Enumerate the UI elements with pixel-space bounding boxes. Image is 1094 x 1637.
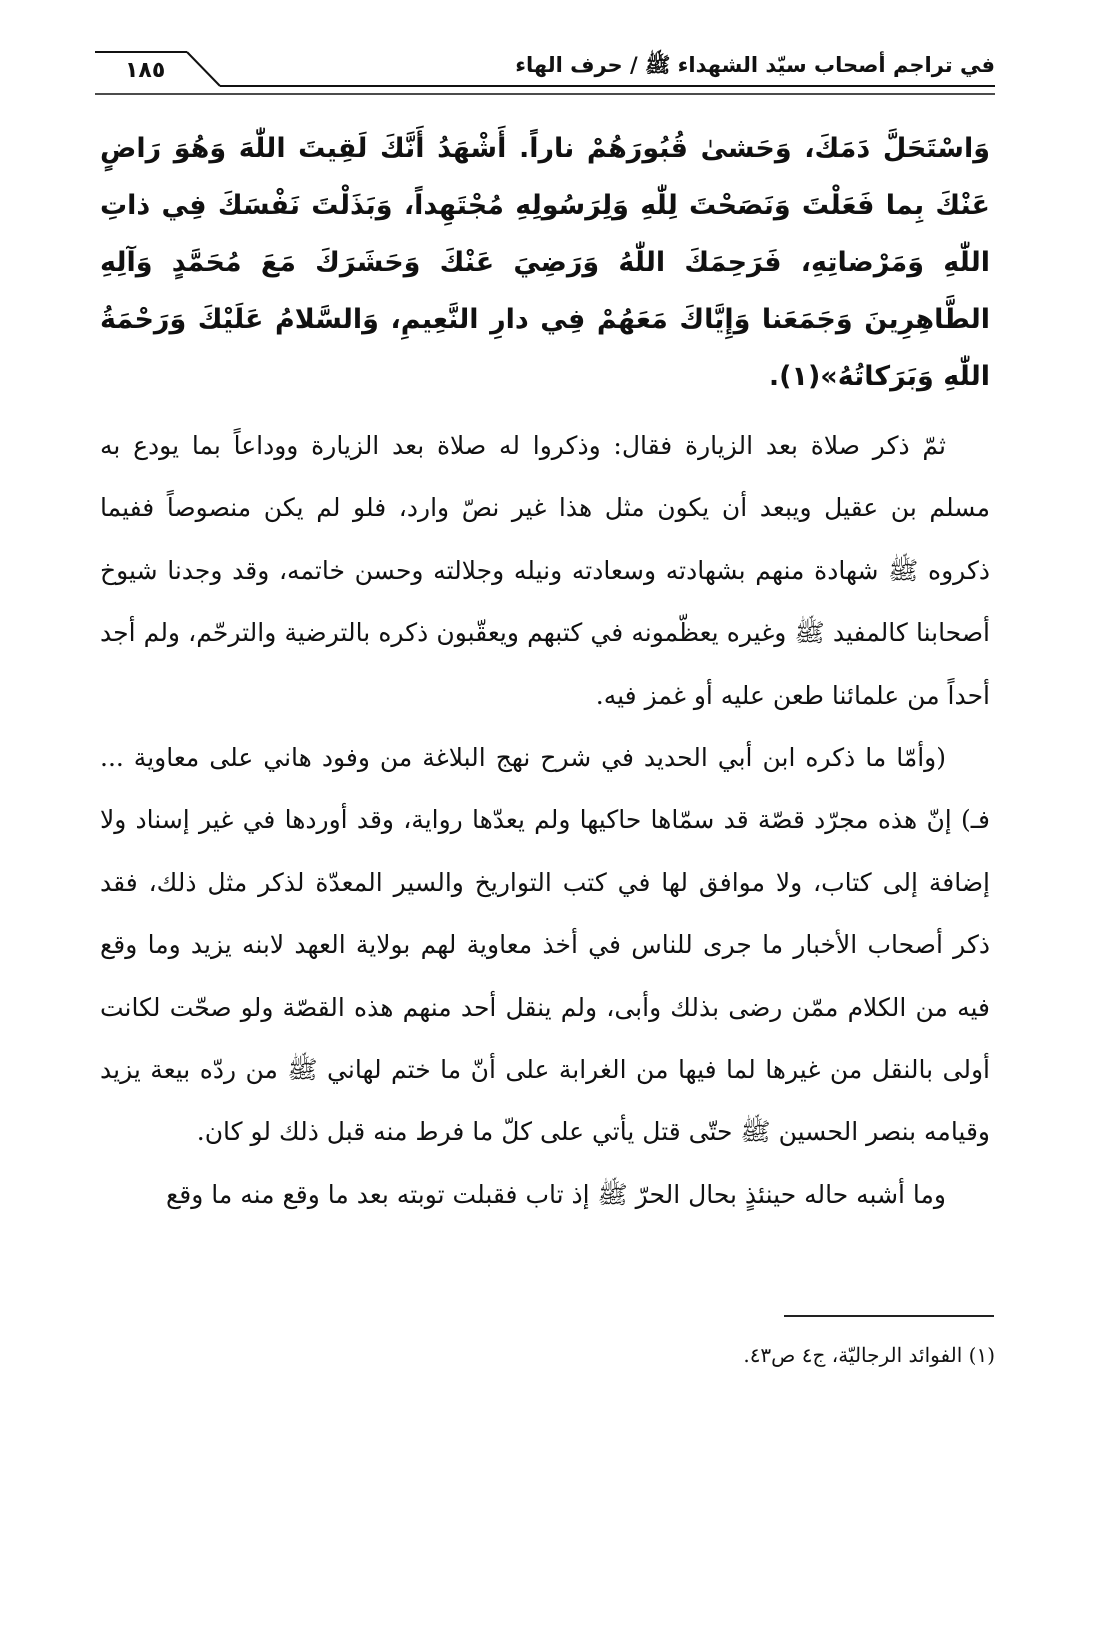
- body-text: [100, 120, 990, 1226]
- running-title: في تراجم أصحاب سيّد الشهداء ﷺ / حرف الهاء: [515, 53, 995, 77]
- paragraph-2: (وأمّا ما ذكره ابن أبي الحديد في شرح نهج البلاغة من وفود هاني على معاوية ... فـ) إنّ هذه مجرّد قصّة قد سمّاها حاكيها ولم يعدّها رواية، وقد أوردها في غير إسناد ولا إضافة إلى كتاب، ولا موافق لها في كتب التواريخ والسير المعدّة لذكر مثل ذلك، فقد ذكر أصحاب الأخبار ما جرى للناس في أخذ معاوية لهم بولاية العهد لابنه يزيد وما وقع فيه من الكلام ممّن رضى بذلك وأبى، ولم ينقل أحد منهم هذه القصّة ولو صحّت لكانت أولى بالنقل من غيرها لما فيها من الغرابة على أنّ ما ختم لهاني ﷺ من ردّه بيعة يزيد وقيامه بنصر الحسين ﷺ حتّى قتل يأتي على كلّ ما فرط منه قبل ذلك لو كان.: [100, 743, 990, 1147]
- footnote: (١) الفوائد الرجاليّة، ج٤ ص٤٣.: [743, 1343, 995, 1367]
- paragraph-3: وما أشبه حاله حينئذٍ بحال الحرّ ﷺ إذ تاب فقبلت توبته بعد ما وقع منه ما وقع: [165, 1179, 946, 1209]
- page-number: ١٨٥: [125, 58, 166, 83]
- footnote-separator: [784, 1315, 994, 1317]
- paragraph-1: ثمّ ذكر صلاة بعد الزيارة فقال: وذكروا له صلاة بعد الزيارة ووداعاً بما يودع به مسلم بن عقيل ويبعد أن يكون مثل هذا غير نصّ وارد، فلو لم يكن منصوصاً ففيما ذكروه ﷺ شهادة منهم بشهادته وسعادته ونيله وجلالته وحسن خاتمه، وقد وجدنا شيوخ أصحابنا كالمفيد ﷺ وغيره يعظّمونه في كتبهم ويعقّبون ذكره بالترضية والترحّم، ولم أجد أحداً من علمائنا طعن عليه أو غمز فيه.: [100, 431, 990, 710]
- page-header: [95, 40, 995, 110]
- dua-quotation: وَاسْتَحَلَّ دَمَكَ، وَحَشىٰ قُبُورَهُمْ ناراً. أَشْهَدُ أَنَّكَ لَقِيتَ اللّٰهَ وَهُوَ رَاضٍ عَنْكَ بِما فَعَلْتَ وَنَصَحْتَ لِلّٰهِ وَلِرَسُولِهِ مُجْتَهِداً، وَبَذَلْتَ نَفْسَكَ فِي ذاتِ اللّٰهِ وَمَرْضاتِهِ، فَرَحِمَكَ اللّٰهُ وَرَضِيَ عَنْكَ وَحَشَرَكَ مَعَ مُحَمَّدٍ وَآلِهِ الطَّاهِرِينَ وَجَمَعَنا وَإِيَّاكَ مَعَهُمْ فِي دارِ النَّعِيمِ، وَالسَّلامُ عَلَيْكَ وَرَحْمَةُ اللّٰهِ وَبَرَكاتُهُ»(١).: [100, 133, 990, 392]
